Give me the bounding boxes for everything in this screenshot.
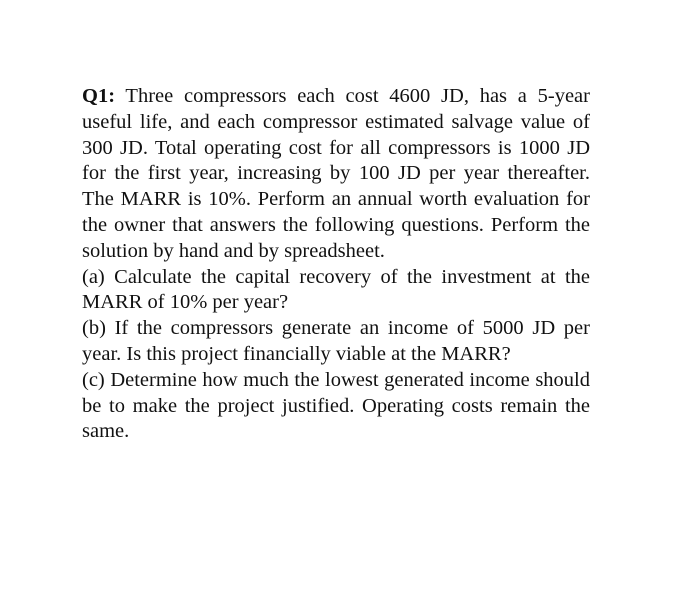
question-intro [82, 84, 590, 265]
question-part-c: (c) Determine how much the lowest generated income should be to make the project justified. Operating costs remain the same. [82, 368, 590, 443]
question-part-a: (a) Calculate the capital recovery of the investment at the MARR of 10% per year? [82, 265, 590, 314]
question-block [82, 84, 590, 445]
question-text: Three compressors each cost 4600 JD, has a 5-year useful life, and each compressor estimated salvage value of 300 JD. Total operating cost for all compressors is 1000 JD for the first year, increasing by 100 JD per year thereafter. The MARR is 10%. Perform an annual worth evaluation for the owner that answers the following questions. Perform the solution by hand and by spreadsheet. [82, 85, 590, 262]
question-label: Q1: [82, 85, 116, 107]
question-part-b: (b) If the compressors generate an income of 5000 JD per year. Is this project financially viable at the MARR? [82, 317, 590, 365]
